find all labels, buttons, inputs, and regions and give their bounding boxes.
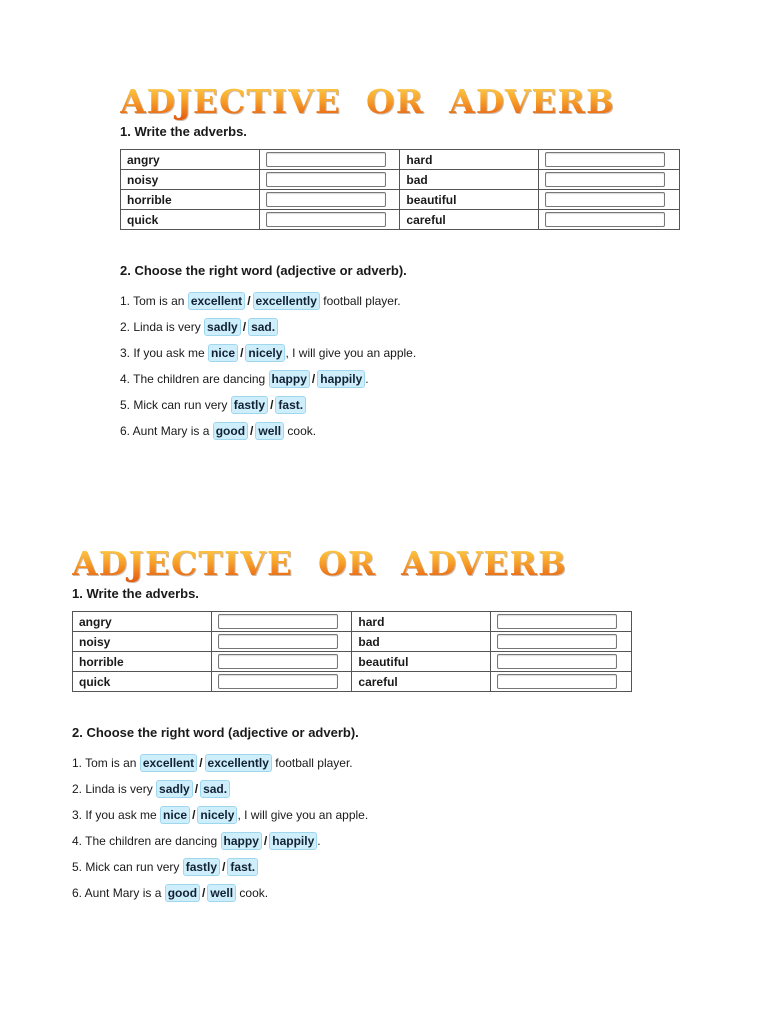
adverb-answer-input[interactable]	[266, 152, 386, 167]
answer-cell	[539, 170, 680, 190]
sentence-item	[120, 418, 680, 444]
table-row	[73, 612, 632, 632]
sentence-item	[120, 392, 680, 418]
adverb-answer-input[interactable]	[545, 192, 665, 207]
answer-cell	[259, 150, 400, 170]
answer-cell	[491, 652, 632, 672]
table-row	[121, 190, 680, 210]
adjective-cell: beautiful	[352, 652, 491, 672]
sentence-suffix: football player.	[319, 294, 401, 308]
sentence-item	[72, 802, 632, 828]
sentence-item	[120, 314, 680, 340]
adverb-answer-input[interactable]	[266, 192, 386, 207]
adjective-cell: noisy	[121, 170, 260, 190]
sentence-item	[120, 288, 680, 314]
worksheet	[120, 84, 680, 444]
slash-separator: /	[202, 886, 206, 900]
choice-option-a[interactable]: fastly	[183, 858, 220, 876]
slash-separator: /	[250, 424, 254, 438]
adverb-answer-input[interactable]	[497, 634, 617, 649]
choice-option-a[interactable]: fastly	[231, 396, 268, 414]
sentence-prefix: 1. Tom is an	[72, 756, 140, 770]
sentence-suffix: .	[365, 372, 369, 386]
sentence-item	[72, 828, 632, 854]
choice-option-b[interactable]: fast.	[227, 858, 258, 876]
adjective-cell: careful	[352, 672, 491, 692]
adjective-cell: bad	[400, 170, 539, 190]
slash-separator: /	[222, 860, 226, 874]
adjective-cell: hard	[352, 612, 491, 632]
adjective-cell: quick	[73, 672, 212, 692]
choice-option-b[interactable]: sad.	[248, 318, 278, 336]
table-row	[121, 150, 680, 170]
slash-separator: /	[263, 834, 268, 848]
sentence-prefix: 5. Mick can run very	[120, 398, 231, 412]
sentence-suffix: cook.	[236, 886, 269, 900]
choice-option-a[interactable]: good	[165, 884, 200, 902]
answer-cell	[259, 190, 400, 210]
answer-cell	[491, 672, 632, 692]
answer-cell	[539, 150, 680, 170]
sentence-list	[120, 288, 680, 444]
choice-option-b[interactable]: happily	[317, 370, 365, 388]
choice-option-b[interactable]: excellently	[253, 292, 320, 310]
sentence-suffix: football player.	[271, 756, 353, 770]
choice-option-b[interactable]: excellently	[205, 754, 272, 772]
slash-separator: /	[192, 808, 196, 822]
choice-option-b[interactable]: nicely	[245, 344, 285, 362]
sentence-prefix: 2. Linda is very	[72, 782, 157, 796]
answer-cell	[491, 612, 632, 632]
adjective-cell: horrible	[73, 652, 212, 672]
table-row	[73, 652, 632, 672]
adjective-cell: careful	[400, 210, 539, 230]
answer-cell	[539, 190, 680, 210]
choice-option-a[interactable]: happy	[221, 832, 262, 850]
choice-option-b[interactable]: happily	[269, 832, 317, 850]
table-row	[73, 632, 632, 652]
adverb-answer-input[interactable]	[497, 614, 617, 629]
choice-option-a[interactable]: nice	[208, 344, 238, 362]
answer-cell	[211, 652, 352, 672]
choice-option-b[interactable]: fast.	[275, 396, 306, 414]
adverb-answer-input[interactable]	[497, 674, 617, 689]
sentence-prefix: 4. The children are dancing	[120, 372, 269, 386]
slash-separator: /	[311, 372, 316, 386]
choice-option-b[interactable]: well	[207, 884, 236, 902]
worksheet-title: ADJECTIVE OR ADVERB	[120, 84, 680, 120]
adverb-answer-input[interactable]	[266, 212, 386, 227]
write-adverbs-heading: 1. Write the adverbs.	[120, 124, 247, 139]
adverb-answer-input[interactable]	[218, 654, 338, 669]
adjective-cell: horrible	[121, 190, 260, 210]
slash-separator: /	[270, 398, 274, 412]
sentence-suffix: cook.	[284, 424, 317, 438]
answer-cell	[211, 632, 352, 652]
sentence-prefix: 6. Aunt Mary is a	[120, 424, 213, 438]
adjective-cell: quick	[121, 210, 260, 230]
sentence-item	[72, 880, 632, 906]
answer-cell	[491, 632, 632, 652]
sentence-item	[120, 340, 680, 366]
adverbs-table	[120, 149, 680, 230]
choice-option-a[interactable]: sadly	[204, 318, 241, 336]
choice-option-b[interactable]: nicely	[197, 806, 237, 824]
adverb-answer-input[interactable]	[545, 152, 665, 167]
adverb-answer-input[interactable]	[218, 634, 338, 649]
sentence-prefix: 3. If you ask me	[120, 346, 209, 360]
table-row	[73, 672, 632, 692]
sentence-prefix: 6. Aunt Mary is a	[72, 886, 165, 900]
sentence-prefix: 3. If you ask me	[72, 808, 161, 822]
table-row	[121, 170, 680, 190]
adverb-answer-input[interactable]	[218, 674, 338, 689]
worksheet-title: ADJECTIVE OR ADVERB	[72, 546, 632, 582]
choice-option-b[interactable]: sad.	[200, 780, 230, 798]
sentence-prefix: 1. Tom is an	[120, 294, 188, 308]
adverb-answer-input[interactable]	[266, 172, 386, 187]
adjective-cell: angry	[121, 150, 260, 170]
choice-option-a[interactable]: good	[213, 422, 248, 440]
table-row	[121, 210, 680, 230]
sentence-prefix: 5. Mick can run very	[72, 860, 183, 874]
answer-cell	[259, 210, 400, 230]
sentence-suffix: , I will give you an apple.	[285, 346, 417, 360]
adverbs-table	[72, 611, 632, 692]
answer-cell	[211, 612, 352, 632]
sentence-item	[72, 750, 632, 776]
worksheet	[72, 546, 632, 906]
slash-separator: /	[242, 320, 247, 334]
choice-option-b[interactable]: well	[255, 422, 284, 440]
choice-option-a[interactable]: excellent	[140, 754, 197, 772]
sentence-prefix: 4. The children are dancing	[72, 834, 221, 848]
answer-cell	[211, 672, 352, 692]
adjective-cell: noisy	[73, 632, 212, 652]
answer-cell	[539, 210, 680, 230]
answer-cell	[259, 170, 400, 190]
slash-separator: /	[247, 294, 251, 308]
adjective-cell: hard	[400, 150, 539, 170]
adjective-cell: beautiful	[400, 190, 539, 210]
adverb-answer-input[interactable]	[497, 654, 617, 669]
sentence-item	[72, 776, 632, 802]
choose-word-heading: 2. Choose the right word (adjective or adverb).	[120, 263, 407, 278]
sentence-suffix: , I will give you an apple.	[237, 808, 369, 822]
sentence-list	[72, 750, 632, 906]
choice-option-a[interactable]: happy	[269, 370, 310, 388]
adverb-answer-input[interactable]	[218, 614, 338, 629]
adjective-cell: angry	[73, 612, 212, 632]
choice-option-a[interactable]: nice	[160, 806, 190, 824]
sentence-item	[120, 366, 680, 392]
slash-separator: /	[199, 756, 203, 770]
slash-separator: /	[194, 782, 199, 796]
sentence-suffix: .	[317, 834, 321, 848]
adverb-answer-input[interactable]	[545, 212, 665, 227]
write-adverbs-heading: 1. Write the adverbs.	[72, 586, 199, 601]
adverb-answer-input[interactable]	[545, 172, 665, 187]
choose-word-heading: 2. Choose the right word (adjective or adverb).	[72, 725, 359, 740]
choice-option-a[interactable]: sadly	[156, 780, 193, 798]
sentence-item	[72, 854, 632, 880]
choice-option-a[interactable]: excellent	[188, 292, 245, 310]
slash-separator: /	[240, 346, 244, 360]
adjective-cell: bad	[352, 632, 491, 652]
sentence-prefix: 2. Linda is very	[120, 320, 205, 334]
